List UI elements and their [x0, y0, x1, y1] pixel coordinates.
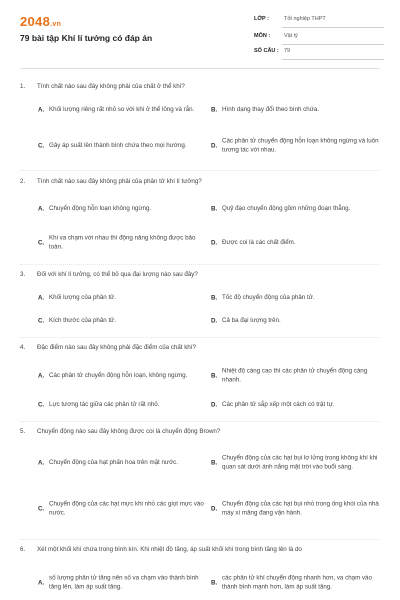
- meta-value: Tốt nghiệp THPT: [284, 16, 326, 22]
- document-header: [0, 0, 400, 68]
- question-2: [20, 178, 380, 263]
- site-logo[interactable]: [20, 14, 61, 29]
- option-c[interactable]: C. Kích thước của phân tử.: [38, 316, 117, 325]
- option-c[interactable]: C. Lực tương tác giữa các phân tử rất nhỏ.: [38, 400, 160, 409]
- question-text: 4. Đặc điểm nào sau đây không phải đặc điểm của chất khí?: [20, 344, 196, 351]
- option-a[interactable]: A. Khối lượng riêng rất nhỏ so với khi ở thể lỏng và rắn.: [38, 105, 195, 114]
- option-a[interactable]: A. Chuyển động hỗn loạn không ngừng.: [38, 204, 152, 213]
- question-text: 1. Tính chất nào sau đây không phải của chất ở thể khí?: [20, 83, 185, 90]
- option-d[interactable]: D. Các phân tử chuyển động hỗn loạn không ngừng và luôn tương tác với nhau.: [211, 137, 379, 153]
- option-a[interactable]: A. Khối lượng của phân tử.: [38, 293, 117, 302]
- question-separator: [20, 539, 380, 540]
- logo-suffix: .vn: [50, 21, 62, 28]
- meta-label: MÔN :: [254, 33, 271, 39]
- option-a[interactable]: A. Chuyển động của hạt phấn hoa trên mặt nước.: [38, 458, 178, 467]
- option-c[interactable]: C. Chuyển động của các hạt mực khi nhỏ các giọt mực vào nước.: [38, 500, 204, 516]
- question-text: 5. Chuyển động nào sau đây không được coi là chuyển động Brown?: [20, 428, 221, 435]
- question-text: 2. Tính chất nào sau đây không phải của phân tử khí lí tưởng?: [20, 178, 202, 185]
- option-b[interactable]: B. Tốc độ chuyển động của phân tử.: [211, 293, 315, 302]
- question-3: [20, 271, 380, 336]
- meta-value: Vật lý: [284, 33, 298, 39]
- question-6: [20, 546, 380, 600]
- question-separator: [20, 264, 380, 265]
- question-separator: [20, 421, 380, 422]
- option-b[interactable]: B. các phân tử khí chuyển động nhanh hơn, va chạm vào thành bình mạnh hơn, làm áp suất tăng.: [211, 574, 372, 590]
- question-text: 6. Xét một khối khí chứa trong bình kín. Khi nhiệt độ tăng, áp suất khối khí trong bình tăng lên là do: [20, 546, 302, 553]
- question-1: [20, 83, 380, 173]
- option-d[interactable]: D. Cả ba đại lượng trên.: [211, 316, 281, 325]
- document-title: 79 bài tập Khí lí tưởng có đáp án: [20, 33, 153, 43]
- meta-label: SỐ CÂU :: [254, 48, 279, 54]
- meta-value: 79: [284, 48, 291, 54]
- question-separator: [20, 170, 380, 171]
- header-divider: [20, 68, 380, 69]
- logo-text: 2048: [20, 14, 51, 29]
- option-a[interactable]: A. Các phân tử chuyển động hỗn loạn, không ngừng.: [38, 371, 188, 380]
- option-b[interactable]: B. Chuyển động của các hạt bụi lơ lửng trong không khí khi quan sát dưới ánh nắng mặt trời vào buổi sáng.: [211, 454, 378, 470]
- option-d[interactable]: D. Chuyển động của các hạt bụi nhỏ trong ống khói của nhà máy xí măng đang vận hành.: [211, 500, 379, 516]
- option-c[interactable]: C. Khi va chạm với nhau thì động năng không được bảo toàn.: [38, 234, 196, 250]
- option-b[interactable]: B. Nhiệt độ càng cao thì các phân tử chuyển động càng nhanh.: [211, 367, 368, 383]
- meta-label: LỚP :: [254, 16, 269, 22]
- option-d[interactable]: D. Được coi là các chất điểm.: [211, 238, 296, 247]
- question-separator: [20, 337, 380, 338]
- option-a[interactable]: A. số lượng phân tử tăng nên số va chạm vào thành bình tăng lên, làm áp suất tăng.: [38, 574, 199, 590]
- option-c[interactable]: C. Gây áp suất lên thành bình chứa theo mọi hướng.: [38, 141, 187, 150]
- question-text: 3. Đối với khí lí tưởng, có thể bỏ qua đại lượng nào sau đây?: [20, 271, 198, 278]
- question-4: [20, 344, 380, 419]
- option-d[interactable]: D. Các phân tử sắp xếp một cách có trật tự.: [211, 400, 335, 409]
- option-b[interactable]: B. Hình dạng thay đổi theo bình chứa.: [211, 105, 320, 114]
- option-b[interactable]: B. Quỹ đạo chuyển động gồm những đoạn thẳng.: [211, 204, 351, 213]
- question-5: [20, 428, 380, 538]
